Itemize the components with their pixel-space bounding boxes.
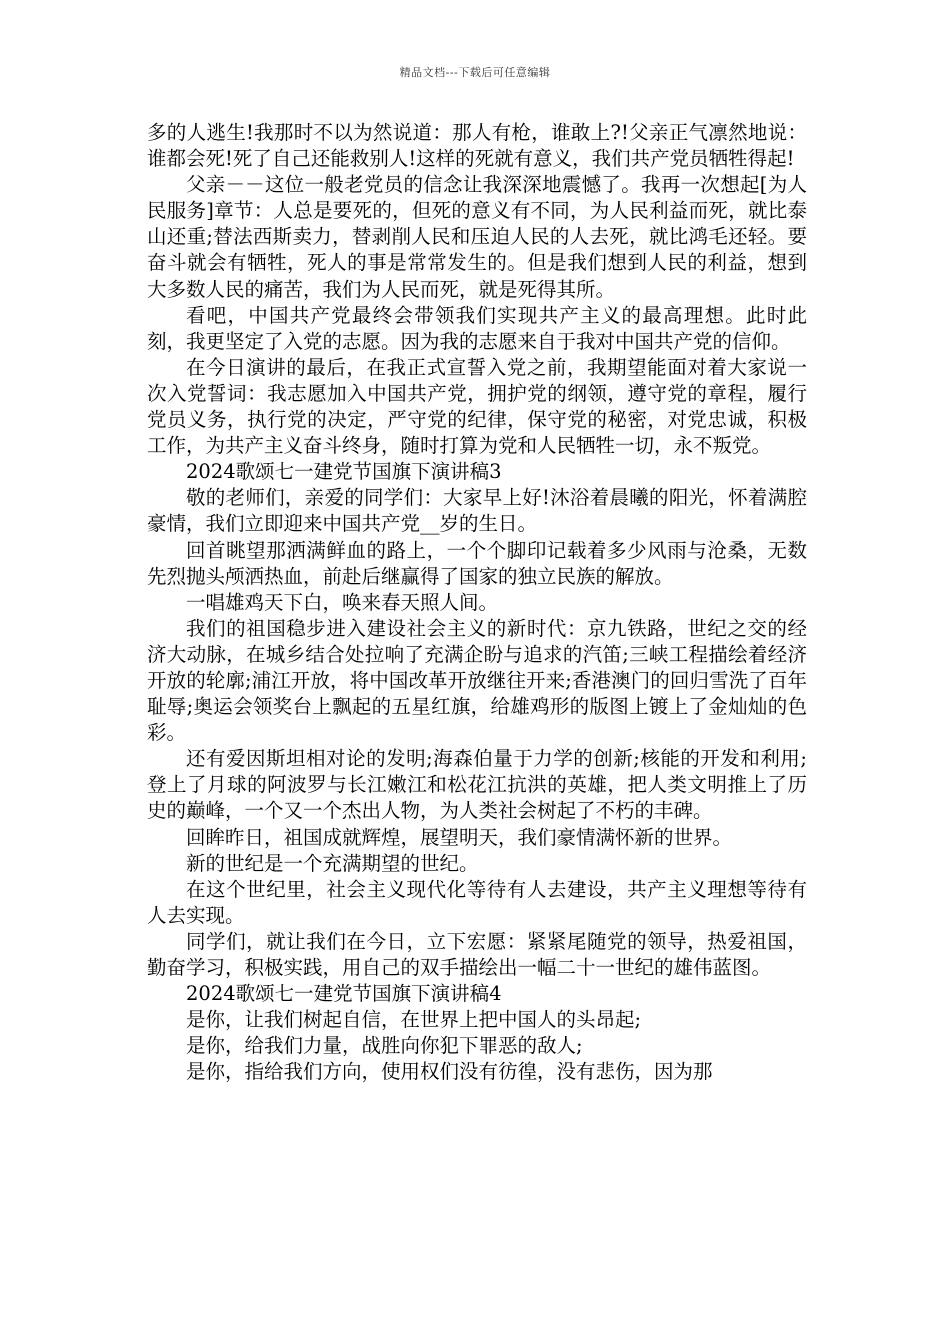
paragraph: 一唱雄鸡天下白，唤来春天照人间。 [186,590,499,614]
paragraph: 回首眺望那洒满鲜血的路上，一个个脚印记载着多少风雨与沧桑，无数先烈抛头颅洒热血，前赴后继赢得了国家的独立民族的解放。 [147,538,807,588]
paragraph: 在这个世纪里，社会主义现代化等待有人去建设，共产主义理想等待有人去实现。 [147,877,807,927]
paragraph: 在今日演讲的最后，在我正式宣誓入党之前，我期望能面对着大家说一次入党誓词：我志愿加入中国共产党，拥护党的纲领，遵守党的章程，履行党员义务，执行党的决定，严守党的纪律，保守党的秘密，对党忠诚，积极工作，为共产主义奋斗终身，随时打算为党和人民牺牲一切，永不叛党。 [147,355,807,458]
paragraph: 回眸昨日，祖国成就辉煌，展望明天，我们豪情满怀新的世界。 [186,825,733,849]
paragraph: 同学们，就让我们在今日，立下宏愿：紧紧尾随党的领导，热爱祖国，勤奋学习，积极实践，用自己的双手描绘出一幅二十一世纪的雄伟蓝图。 [147,929,807,979]
paragraph: 是你，指给我们方向，使用权们没有彷徨，没有悲伤，因为那 [186,1060,713,1084]
paragraph: 我们的祖国稳步进入建设社会主义的新时代：京九铁路，世纪之交的经济大动脉，在城乡结合处拉响了充满企盼与追求的汽笛;三峡工程描绘着经济开放的轮廓;浦江开放，将中国改革开放继往开来;香港澳门的回归雪洗了百年耻辱;奥运会领奖台上飘起的五星红旗，给雄鸡形的版图上镀上了金灿灿的色彩。 [147,616,807,745]
paragraph: 还有爱因斯坦相对论的发明;海森伯量于力学的创新;核能的开发和利用;登上了月球的阿波罗与长江嫩江和松花江抗洪的英雄，把人类文明推上了历史的巅峰，一个又一个杰出人物，为人类社会树起了不朽的丰碑。 [147,747,807,823]
paragraph: 多的人逃生!我那时不以为然说道：那人有枪，谁敢上?!父亲正气凛然地说：谁都会死!死了自己还能救别人!这样的死就有意义，我们共产党员牺牲得起! [147,121,807,171]
paragraph: 是你，让我们树起自信，在世界上把中国人的头昂起; [186,1008,642,1032]
section-heading: 2024歌颂七一建党节国旗下演讲稿4 [186,982,502,1006]
paragraph: 是你，给我们力量，战胜向你犯下罪恶的敌人; [186,1034,583,1058]
paragraph: 敬的老师们，亲爱的同学们：大家早上好!沐浴着晨曦的阳光，怀着满腔豪情，我们立即迎来中国共产党__岁的生日。 [147,486,807,536]
document-body [147,120,807,1085]
page-header: 精品文档---下载后可任意编辑 [399,66,551,79]
paragraph: 父亲－－这位一般老党员的信念让我深深地震憾了。我再一次想起[为人民服务]章节：人总是要死的，但死的意义有不同，为人民利益而死，就比泰山还重;替法西斯卖力，替剥削人民和压迫人民的人去死，就比鸿毛还轻。要奋斗就会有牺牲，死人的事是常常发生的。但是我们想到人民的利益，想到大多数人民的痛苦，我们为人民而死，就是死得其所。 [147,173,807,301]
section-heading: 2024歌颂七一建党节国旗下演讲稿3 [186,460,502,484]
paragraph: 看吧，中国共产党最终会带领我们实现共产主义的最高理想。此时此刻，我更坚定了入党的志愿。因为我的志愿来自于我对中国共产党的信仰。 [147,303,807,353]
paragraph: 新的世纪是一个充满期望的世纪。 [186,851,479,875]
